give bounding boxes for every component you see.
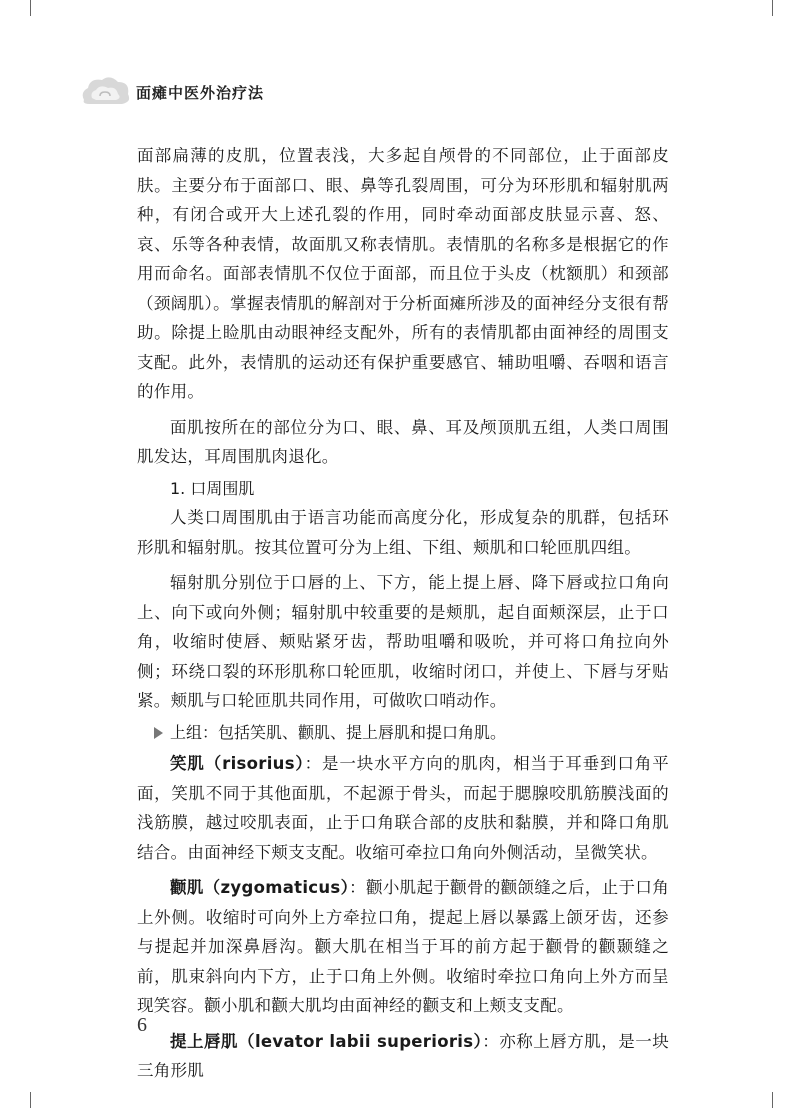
cloud-icon: [78, 74, 134, 110]
subsection-heading: [137, 718, 669, 748]
crop-mark: [30, 0, 31, 16]
crop-mark: [772, 1092, 773, 1108]
term-label: 颧肌（zygomaticus）: [170, 878, 350, 897]
running-header: [78, 74, 338, 110]
main-text: [137, 141, 669, 1086]
subsection-text: 上组：包括笑肌、颧肌、提上唇肌和提口角肌。: [170, 722, 507, 742]
paragraph: 辐射肌分别位于口唇的上、下方，能上提上唇、降下唇或拉口角向上、向下或向外侧；辐射肌中较重要的是颊肌，起自面颊深层，止于口角，收缩时使唇、颊贴紧牙齿，帮助咀嚼和吸吮，并可将口角拉向外侧；环绕口裂的环形肌称口轮匝肌，收缩时闭口，并使上、下唇与牙贴紧。颊肌与口轮匝肌共同作用，可做吹口哨动作。: [137, 573, 669, 710]
crop-mark: [30, 1092, 31, 1108]
term-label: 笑肌（risorius）: [170, 754, 305, 773]
paragraph: [137, 1027, 669, 1086]
page-number: 6: [137, 1014, 147, 1036]
term-label: 提上唇肌（levator labii superioris）: [170, 1031, 483, 1051]
term-text: ：颧小肌起于颧骨的颧颌缝之后，止于口角上外侧。收缩时可向外上方牵拉口角，提起上唇以暴露上颌牙齿，还参与提起并加深鼻唇沟。颧大肌在相当于耳的前方起于颧骨的颧颞缝之前，肌束斜向内下方，止于口角上外侧。收缩时牵拉口角向上外方而呈现笑容。颧小肌和颧大肌均由面神经的颧支和上颊支支配。: [137, 878, 669, 1015]
crop-mark: [772, 0, 773, 16]
term-text: ：亦称上唇方肌，是一块三角形肌: [137, 1031, 669, 1080]
paragraph: [137, 873, 669, 1021]
triangle-bullet-icon: [154, 727, 163, 739]
paragraph: [137, 749, 669, 867]
paragraph: 面部扁薄的皮肌，位置表浅，大多起自颅骨的不同部位，止于面部皮肤。主要分布于面部口、眼、鼻等孔裂周围，可分为环形肌和辐射肌两种，有闭合或开大上述孔裂的作用，同时牵动面部皮肤显示喜、怒、哀、乐等各种表情，故面肌又称表情肌。表情肌的名称多是根据它的作用而命名。面部表情肌不仅位于面部，而且位于头皮（枕额肌）和颈部（颈阔肌）。掌握表情肌的解剖对于分析面瘫所涉及的面神经分支很有帮助。除提上睑肌由动眼神经支配外，所有的表情肌都由面神经的周围支支配。此外，表情肌的运动还有保护重要感官、辅助咀嚼、吞咽和语言的作用。: [137, 146, 669, 401]
paragraph: 面肌按所在的部位分为口、眼、鼻、耳及颅顶肌五组，人类口周围肌发达，耳周围肌肉退化。: [137, 417, 669, 466]
header-title: 面瘫中医外治疗法: [136, 84, 265, 102]
section-heading: 1. 口周围肌: [170, 478, 255, 498]
paragraph: 人类口周围肌由于语言功能而高度分化，形成复杂的肌群，包括环形肌和辐射肌。按其位置可分为上组、下组、颊肌和口轮匝肌四组。: [137, 508, 669, 557]
term-text: ：是一块水平方向的肌肉，相当于耳垂到口角平面，笑肌不同于其他面肌，不起源于骨头，而起于腮腺咬肌筋膜浅面的浅筋膜，越过咬肌表面，止于口角联合部的皮肤和黏膜，并和降口角肌结合。由面神经下颊支支配。收缩可牵拉口角向外侧活动，呈微笑状。: [137, 754, 669, 862]
